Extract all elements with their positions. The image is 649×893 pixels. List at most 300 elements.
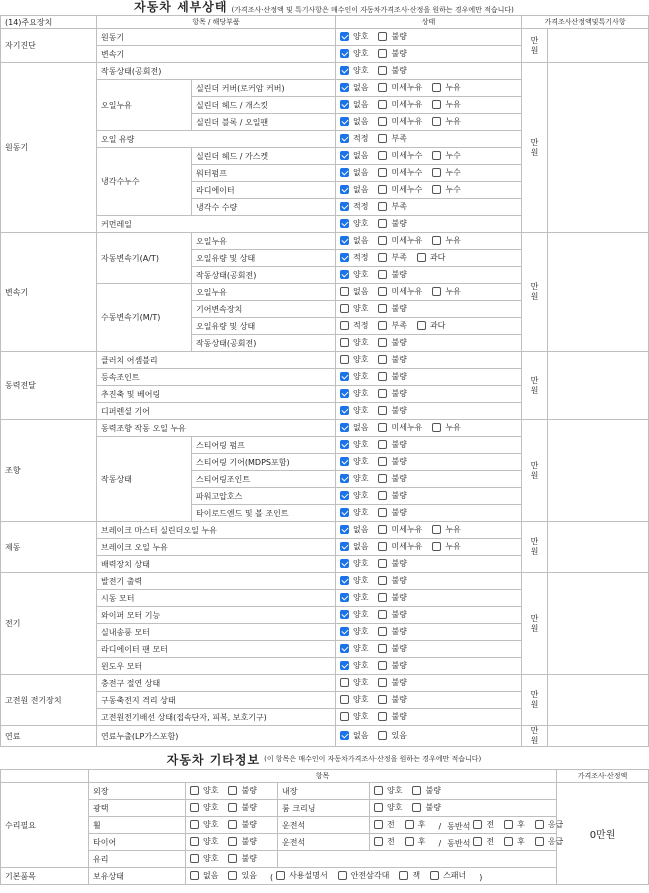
- item-cell: 충전구 절연 상태: [97, 675, 336, 692]
- checkbox-label: 불량: [391, 644, 407, 653]
- checkbox-label: 전: [387, 836, 395, 846]
- checkbox[interactable]: [432, 151, 441, 160]
- checkbox[interactable]: [340, 185, 349, 194]
- checkbox[interactable]: [340, 372, 349, 381]
- price-note-cell[interactable]: [548, 29, 649, 63]
- checkbox-option[interactable]: [378, 116, 422, 127]
- checkbox[interactable]: [374, 820, 383, 829]
- checkbox-option[interactable]: [473, 836, 494, 847]
- checkbox[interactable]: [473, 820, 482, 829]
- checkbox[interactable]: [340, 474, 349, 483]
- price-note-cell[interactable]: [548, 573, 649, 675]
- checkbox[interactable]: [340, 542, 349, 551]
- checkbox[interactable]: [417, 253, 426, 262]
- checkbox-option[interactable]: [340, 116, 368, 127]
- checkbox-option[interactable]: [504, 836, 525, 847]
- checkbox-label: 누유: [445, 100, 461, 109]
- checkbox[interactable]: [432, 83, 441, 92]
- checkbox-option[interactable]: [340, 82, 368, 93]
- checkbox-option[interactable]: [340, 524, 368, 535]
- checkbox[interactable]: [378, 253, 387, 262]
- checkbox-option[interactable]: [340, 575, 368, 586]
- checkbox-option[interactable]: [340, 730, 368, 741]
- checkbox[interactable]: [378, 304, 387, 313]
- checkbox[interactable]: [228, 786, 237, 795]
- checkbox[interactable]: [432, 168, 441, 177]
- checkbox[interactable]: [378, 270, 387, 279]
- item-cell: 수동변속기(M/T): [97, 284, 192, 352]
- checkbox[interactable]: [378, 576, 387, 585]
- checkbox[interactable]: [412, 786, 421, 795]
- checkbox-option[interactable]: [374, 785, 402, 796]
- checkbox[interactable]: [378, 219, 387, 228]
- checkbox-option[interactable]: [374, 836, 395, 847]
- checkbox-option[interactable]: [378, 507, 406, 518]
- checkbox-option[interactable]: [432, 541, 460, 552]
- header-item: 항목 / 해당부품: [97, 16, 336, 29]
- checkbox-option[interactable]: [340, 150, 368, 161]
- checkbox[interactable]: [378, 559, 387, 568]
- checkbox[interactable]: [340, 423, 349, 432]
- price-unit-cell: 만원: [522, 726, 548, 747]
- checkbox[interactable]: [340, 406, 349, 415]
- checkbox[interactable]: [378, 406, 387, 415]
- checkbox-option[interactable]: [378, 677, 406, 688]
- checkbox-option[interactable]: [432, 99, 460, 110]
- checkbox[interactable]: [276, 871, 285, 880]
- checkbox[interactable]: [378, 49, 387, 58]
- category-cell: 연료: [1, 726, 97, 747]
- checkbox-option[interactable]: [432, 286, 460, 297]
- checkbox-option[interactable]: [378, 456, 406, 467]
- price-unit-cell: 만원: [522, 675, 548, 726]
- checkbox-option[interactable]: [228, 853, 256, 864]
- checkbox-option[interactable]: [378, 694, 406, 705]
- checkbox-option[interactable]: [378, 405, 406, 416]
- checkbox-option[interactable]: [378, 252, 406, 263]
- checkbox[interactable]: [378, 83, 387, 92]
- checkbox-option[interactable]: [340, 303, 368, 314]
- checkbox-option[interactable]: [340, 677, 368, 688]
- checkbox[interactable]: [405, 820, 414, 829]
- checkbox-option[interactable]: [340, 371, 368, 382]
- checkbox-option[interactable]: [378, 31, 406, 42]
- checkbox-option[interactable]: [432, 422, 460, 433]
- checkbox-option[interactable]: [378, 82, 422, 93]
- checkbox[interactable]: [340, 134, 349, 143]
- checkbox[interactable]: [340, 321, 349, 330]
- checkbox-option[interactable]: [378, 490, 406, 501]
- checkbox-option[interactable]: [340, 337, 368, 348]
- checkbox[interactable]: [340, 151, 349, 160]
- checkbox-option[interactable]: [378, 48, 406, 59]
- price-note-cell[interactable]: [548, 233, 649, 352]
- checkbox[interactable]: [417, 321, 426, 330]
- checkbox[interactable]: [340, 168, 349, 177]
- checkbox-option[interactable]: [340, 133, 368, 144]
- checkbox[interactable]: [504, 820, 513, 829]
- checkbox-option[interactable]: [378, 286, 422, 297]
- checkbox-option[interactable]: [340, 473, 368, 484]
- checkbox-option[interactable]: [378, 184, 422, 195]
- checkbox-option[interactable]: [340, 507, 368, 518]
- checkbox-option[interactable]: [340, 184, 368, 195]
- checkbox[interactable]: [432, 423, 441, 432]
- checkbox[interactable]: [405, 837, 414, 846]
- checkbox[interactable]: [340, 338, 349, 347]
- checkbox[interactable]: [340, 525, 349, 534]
- checkbox[interactable]: [378, 457, 387, 466]
- checkbox-option[interactable]: [228, 819, 256, 830]
- checkbox-option[interactable]: [378, 201, 406, 212]
- checkbox[interactable]: [378, 168, 387, 177]
- checkbox-option[interactable]: [504, 819, 525, 830]
- price-note-cell[interactable]: [548, 726, 649, 747]
- checkbox[interactable]: [432, 287, 441, 296]
- checkbox[interactable]: [399, 871, 408, 880]
- checkbox-label: 양호: [353, 491, 369, 500]
- checkbox-option[interactable]: [340, 592, 368, 603]
- checkbox[interactable]: [378, 508, 387, 517]
- checkbox[interactable]: [378, 32, 387, 41]
- checkbox[interactable]: [378, 525, 387, 534]
- checkbox[interactable]: [228, 803, 237, 812]
- checkbox[interactable]: [190, 820, 199, 829]
- checkbox-option[interactable]: [338, 870, 390, 881]
- checkbox-option[interactable]: [340, 218, 368, 229]
- checkbox[interactable]: [374, 803, 383, 812]
- checkbox-option[interactable]: [378, 99, 422, 110]
- checkbox-option[interactable]: [340, 354, 368, 365]
- checkbox[interactable]: [378, 593, 387, 602]
- checkbox[interactable]: [432, 525, 441, 534]
- checkbox-option[interactable]: [378, 422, 422, 433]
- checkbox[interactable]: [228, 854, 237, 863]
- item-cell: 와이퍼 모터 기능: [97, 607, 336, 624]
- checkbox[interactable]: [378, 100, 387, 109]
- checkbox-option[interactable]: [405, 836, 426, 847]
- checkbox[interactable]: [340, 695, 349, 704]
- checkbox-option[interactable]: [228, 836, 256, 847]
- checkbox[interactable]: [432, 185, 441, 194]
- checkbox[interactable]: [228, 837, 237, 846]
- checkbox-option[interactable]: [378, 711, 406, 722]
- checkbox-label: 응급: [547, 819, 564, 829]
- checkbox[interactable]: [378, 134, 387, 143]
- checkbox[interactable]: [340, 678, 349, 687]
- checkbox-option[interactable]: [417, 320, 445, 331]
- checkbox-option[interactable]: [340, 541, 368, 552]
- checkbox-option[interactable]: [405, 819, 426, 830]
- checkbox[interactable]: [378, 712, 387, 721]
- price-unit-cell: 만원: [522, 522, 548, 573]
- checkbox-option[interactable]: [340, 439, 368, 450]
- checkbox[interactable]: [378, 372, 387, 381]
- checkbox-option[interactable]: [374, 819, 395, 830]
- item-cell: 동력조향 작동 오일 누유: [97, 420, 336, 437]
- state-cell: [336, 420, 522, 437]
- checkbox-option[interactable]: [432, 150, 460, 161]
- checkbox[interactable]: [378, 236, 387, 245]
- checkbox-option[interactable]: [340, 269, 368, 280]
- checkbox-option[interactable]: [340, 711, 368, 722]
- checkbox-option[interactable]: [417, 252, 445, 263]
- checkbox[interactable]: [473, 837, 482, 846]
- checkbox-label: 전: [387, 819, 395, 829]
- checkbox-option[interactable]: [378, 575, 406, 586]
- checkbox[interactable]: [378, 66, 387, 75]
- checkbox-option[interactable]: [378, 235, 422, 246]
- checkbox[interactable]: [340, 270, 349, 279]
- checkbox-option[interactable]: [378, 730, 406, 741]
- checkbox[interactable]: [374, 786, 383, 795]
- checkbox[interactable]: [340, 731, 349, 740]
- checkbox[interactable]: [378, 542, 387, 551]
- checkbox-option[interactable]: [340, 388, 368, 399]
- checkbox-option[interactable]: [340, 694, 368, 705]
- checkbox[interactable]: [378, 627, 387, 636]
- checkbox-option[interactable]: [378, 218, 406, 229]
- checkbox-option[interactable]: [378, 167, 422, 178]
- checkbox-option[interactable]: [190, 853, 218, 864]
- checkbox-option[interactable]: [340, 99, 368, 110]
- checkbox[interactable]: [340, 457, 349, 466]
- checkbox[interactable]: [340, 610, 349, 619]
- checkbox-option[interactable]: [340, 48, 368, 59]
- checkbox-option[interactable]: [378, 439, 406, 450]
- checkbox[interactable]: [378, 661, 387, 670]
- checkbox[interactable]: [378, 474, 387, 483]
- price-note-cell[interactable]: [548, 522, 649, 573]
- checkbox[interactable]: [374, 837, 383, 846]
- checkbox[interactable]: [340, 100, 349, 109]
- checkbox[interactable]: [228, 871, 237, 880]
- checkbox-option[interactable]: [412, 802, 440, 813]
- checkbox-option[interactable]: [432, 184, 460, 195]
- checkbox-option[interactable]: [378, 354, 406, 365]
- checkbox[interactable]: [340, 83, 349, 92]
- checkbox-label: 있음: [391, 731, 407, 740]
- checkbox-option[interactable]: [378, 626, 406, 637]
- checkbox[interactable]: [378, 202, 387, 211]
- checkbox[interactable]: [340, 627, 349, 636]
- checkbox-option[interactable]: [432, 167, 460, 178]
- checkbox[interactable]: [378, 117, 387, 126]
- checkbox[interactable]: [340, 712, 349, 721]
- item-cell: 오일 유량: [97, 131, 336, 148]
- checkbox-option[interactable]: [340, 31, 368, 42]
- checkbox-option[interactable]: [340, 456, 368, 467]
- checkbox[interactable]: [378, 185, 387, 194]
- checkbox[interactable]: [378, 355, 387, 364]
- price-note-cell[interactable]: [548, 675, 649, 726]
- checkbox[interactable]: [378, 678, 387, 687]
- checkbox[interactable]: [340, 287, 349, 296]
- checkbox[interactable]: [378, 338, 387, 347]
- checkbox-option[interactable]: [190, 836, 218, 847]
- checkbox-option[interactable]: [535, 819, 563, 830]
- checkbox[interactable]: [340, 117, 349, 126]
- checkbox-option[interactable]: [378, 371, 406, 382]
- checkbox[interactable]: [340, 661, 349, 670]
- checkbox-option[interactable]: [432, 82, 460, 93]
- checkbox-option[interactable]: [378, 541, 422, 552]
- price-note-cell[interactable]: [548, 352, 649, 420]
- checkbox-option[interactable]: [190, 785, 218, 796]
- price-note-cell[interactable]: [548, 63, 649, 233]
- checkbox[interactable]: [412, 803, 421, 812]
- checkbox[interactable]: [340, 491, 349, 500]
- state-cell: [336, 403, 522, 420]
- checkbox[interactable]: [340, 508, 349, 517]
- checkbox-option[interactable]: [473, 819, 494, 830]
- checkbox[interactable]: [340, 355, 349, 364]
- checkbox[interactable]: [340, 253, 349, 262]
- checkbox[interactable]: [190, 871, 199, 880]
- checkbox-option[interactable]: [378, 388, 406, 399]
- checkbox-option[interactable]: [378, 320, 406, 331]
- checkbox[interactable]: [378, 695, 387, 704]
- checkbox-option[interactable]: [340, 167, 368, 178]
- checkbox-label: 양호: [353, 712, 369, 721]
- checkbox-option[interactable]: [340, 320, 368, 331]
- checkbox[interactable]: [340, 236, 349, 245]
- checkbox[interactable]: [340, 389, 349, 398]
- checkbox-option[interactable]: [430, 870, 466, 881]
- checkbox[interactable]: [338, 871, 347, 880]
- checkbox-option[interactable]: [340, 235, 368, 246]
- checkbox-label: 양호: [353, 219, 369, 228]
- checkbox-option[interactable]: [378, 643, 406, 654]
- header-device: (14)주요장치: [1, 16, 97, 29]
- checkbox-label: 누유: [445, 542, 461, 551]
- checkbox-option[interactable]: [340, 643, 368, 654]
- checkbox[interactable]: [378, 644, 387, 653]
- checkbox-label: 미세누유: [391, 542, 423, 551]
- checkbox-option[interactable]: [340, 660, 368, 671]
- checkbox[interactable]: [340, 66, 349, 75]
- item-cell: 고전원전기배선 상태(접속단자, 피복, 보호기구): [97, 709, 336, 726]
- checkbox[interactable]: [340, 576, 349, 585]
- checkbox-label: 없음: [353, 287, 369, 296]
- price-note-cell[interactable]: [548, 420, 649, 522]
- header-state: 상태: [336, 16, 522, 29]
- checkbox[interactable]: [432, 542, 441, 551]
- checkbox-option[interactable]: [378, 337, 406, 348]
- checkbox-option[interactable]: [432, 116, 460, 127]
- checkbox-option[interactable]: [340, 252, 368, 263]
- checkbox-label: 미세누수: [391, 168, 423, 177]
- checkbox-option[interactable]: [190, 802, 218, 813]
- checkbox-label: 양호: [353, 406, 369, 415]
- checkbox-option[interactable]: [378, 592, 406, 603]
- state-cell: [336, 522, 522, 539]
- checkbox-label: 양호: [353, 559, 369, 568]
- category-cell: 원동기: [1, 63, 97, 233]
- checkbox-option[interactable]: [190, 870, 218, 881]
- checkbox[interactable]: [340, 559, 349, 568]
- checkbox-option[interactable]: [340, 65, 368, 76]
- checkbox-option[interactable]: [378, 303, 406, 314]
- checkbox[interactable]: [432, 117, 441, 126]
- checkbox-option[interactable]: [340, 286, 368, 297]
- checkbox[interactable]: [340, 593, 349, 602]
- checkbox-option[interactable]: [378, 150, 422, 161]
- checkbox-option[interactable]: [378, 473, 406, 484]
- checkbox-option[interactable]: [378, 524, 422, 535]
- checkbox-option[interactable]: [399, 870, 420, 881]
- checkbox[interactable]: [190, 854, 199, 863]
- checkbox-option[interactable]: [378, 133, 406, 144]
- checkbox-option[interactable]: [190, 819, 218, 830]
- checkbox[interactable]: [340, 202, 349, 211]
- checkbox-option[interactable]: [378, 660, 406, 671]
- checkbox-label: 양호: [353, 304, 369, 313]
- checkbox-option[interactable]: [340, 422, 368, 433]
- state-cell: [336, 182, 522, 199]
- checkbox-option[interactable]: [535, 836, 563, 847]
- checkbox-option[interactable]: [340, 490, 368, 501]
- checkbox[interactable]: [190, 803, 199, 812]
- checkbox[interactable]: [340, 49, 349, 58]
- checkbox[interactable]: [432, 236, 441, 245]
- checkbox[interactable]: [430, 871, 439, 880]
- checkbox[interactable]: [378, 491, 387, 500]
- checkbox-label: 미세누유: [391, 83, 423, 92]
- checkbox-option[interactable]: [378, 558, 406, 569]
- checkbox[interactable]: [504, 837, 513, 846]
- checkbox[interactable]: [535, 820, 544, 829]
- checkbox-option[interactable]: [340, 201, 368, 212]
- checkbox[interactable]: [340, 440, 349, 449]
- checkbox[interactable]: [535, 837, 544, 846]
- checkbox[interactable]: [378, 610, 387, 619]
- checkbox-option[interactable]: [340, 405, 368, 416]
- checkbox-option[interactable]: [432, 235, 460, 246]
- checkbox-option[interactable]: [228, 802, 256, 813]
- checkbox[interactable]: [432, 100, 441, 109]
- checkbox[interactable]: [340, 644, 349, 653]
- checkbox[interactable]: [378, 440, 387, 449]
- checkbox-option[interactable]: [340, 609, 368, 620]
- checkbox[interactable]: [190, 837, 199, 846]
- checkbox-option[interactable]: [378, 269, 406, 280]
- checkbox-option[interactable]: [378, 65, 406, 76]
- checkbox-option[interactable]: [340, 558, 368, 569]
- checkbox[interactable]: [378, 731, 387, 740]
- checkbox-option[interactable]: [412, 785, 440, 796]
- checkbox[interactable]: [340, 32, 349, 41]
- checkbox[interactable]: [340, 304, 349, 313]
- checkbox-label: 불량: [425, 786, 441, 795]
- checkbox[interactable]: [340, 219, 349, 228]
- checkbox-option[interactable]: [228, 785, 256, 796]
- checkbox-option[interactable]: [276, 870, 328, 881]
- checkbox-option[interactable]: [432, 524, 460, 535]
- checkbox[interactable]: [378, 389, 387, 398]
- checkbox-option[interactable]: [340, 626, 368, 637]
- checkbox[interactable]: [378, 287, 387, 296]
- checkbox-option[interactable]: [228, 870, 256, 881]
- checkbox[interactable]: [378, 321, 387, 330]
- checkbox-option[interactable]: [378, 609, 406, 620]
- checkbox[interactable]: [190, 786, 199, 795]
- checkbox-label: 누유: [445, 525, 461, 534]
- checkbox[interactable]: [378, 423, 387, 432]
- checkbox[interactable]: [228, 820, 237, 829]
- checkbox[interactable]: [378, 151, 387, 160]
- checkbox-option[interactable]: [374, 802, 402, 813]
